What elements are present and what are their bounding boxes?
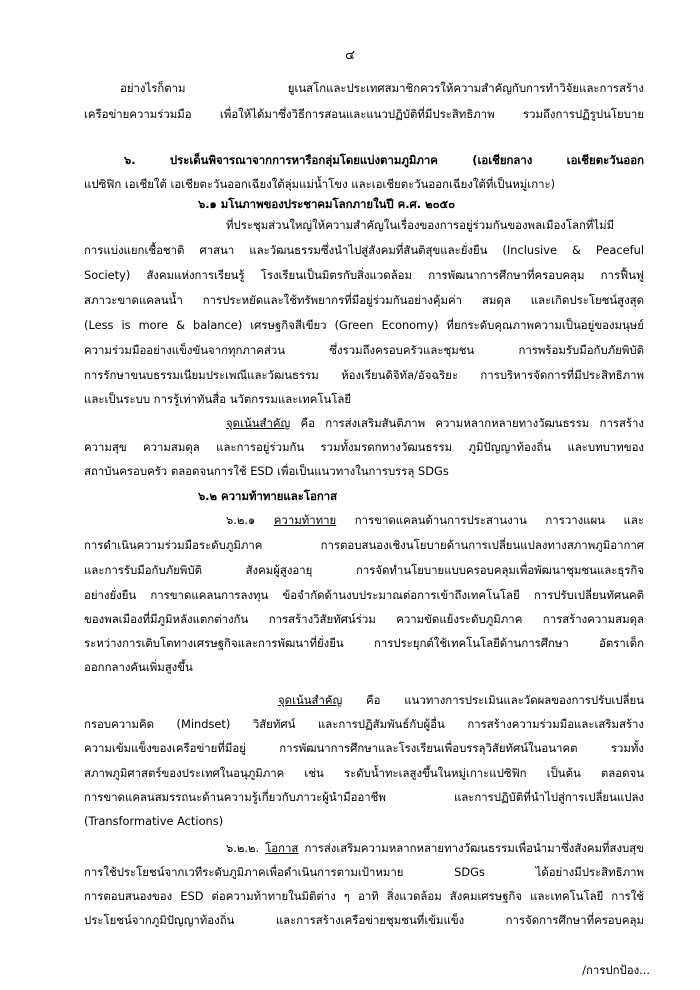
paragraph-line: Society) สังคมแห่งการเรียนรู้ โรงเรียนเป็นมิตรกับสิ่งแวดล้อม การพัฒนาการศึกษาที่ครอบคลุม การฟื้นฟู <box>84 268 644 282</box>
paragraph-line: กรอบความคิด (Mindset) วิสัยทัศน์ และการปฏิสัมพันธ์กับผู้อื่น การสร้างความร่วมมือและเสริมสร้าง <box>84 717 644 731</box>
focus-label: จุดเน้นสำคัญ <box>226 416 291 430</box>
paragraph-line: สถาบันครอบครัว ตลอดจนการใช้ ESD เพื่อเป็นแนวทางในการบรรลุ SDGs <box>84 464 449 478</box>
paragraph-line: อย่างยั่งยืน การขาดแคลนการลงทุน ข้อจำกัดด้านงบประมาณต่อการเข้าถึงเทคโนโลยี การปรับเปลี่ยนทัศนคติ <box>84 588 644 602</box>
challenge-number: ๖.๒.๑ <box>226 513 274 527</box>
opportunity-number: ๖.๒.๒. <box>226 841 266 855</box>
paragraph-line: การขาดแคลนสมรรถนะด้านความรู้เกี่ยวกับภาวะผู้นำมืออาชีพ และการปฏิบัติที่นำไปสู่การเปลี่ยนแปลง <box>84 790 644 804</box>
paragraph-line: (Transformative Actions) <box>84 814 224 828</box>
section-6-1-heading: ๖.๑ มโนภาพของประชาคมโลกภายในปี ค.ศ. ๒๐๕๐ <box>198 197 456 211</box>
paragraph-line: การแบ่งแยกเชื้อชาติ ศาสนา และวัฒนธรรมซึ่งนำไปสู่สังคมที่สันติสุขและยั่งยืน (Inclusive & Peaceful <box>84 243 644 257</box>
paragraph-line: และการรับมือกับภัยพิบัติ สังคมผู้สูงอายุ การจัดทำนโยบายแบบครอบคลุมเพื่อพัฒนาชุมชนและธุรกิจ <box>84 563 644 577</box>
intro-line: เครือข่ายความร่วมมือ เพื่อให้ได้มาซึ่งวิธีการสอนและแนวปฏิบัติที่มีประสิทธิภาพ รวมถึงการปฏิรูปนโยบาย <box>84 107 644 121</box>
paragraph-line: การดำเนินความร่วมมือระดับภูมิภาค การตอบสนองเชิงนโยบายด้านการเปลี่ยนแปลงทางสภาพภูมิอากาศ <box>84 538 644 552</box>
section-6-heading <box>124 152 644 168</box>
continuation-marker: /การปกป้อง... <box>582 963 650 977</box>
paragraph-line: การใช้ประโยชน์จากเวทีระดับภูมิภาคเพื่อดำเนินการตามเป้าหมาย SDGs ได้อย่างมีประสิทธิภาพ <box>84 865 644 879</box>
paragraph-line: ประโยชน์จากภูมิปัญญาท้องถิ่น และการสร้างเครือข่ายชุมชนที่เข้มแข็ง การจัดการศึกษาที่ครอบคลุม <box>84 913 644 927</box>
paragraph-line: ความสุข ความสมดุล และการอยู่ร่วมกัน รวมทั้งมรดกทางวัฒนธรรม ภูมิปัญญาท้องถิ่น และบทบาทของ <box>84 440 644 454</box>
section-6-subtitle: แปซิฟิก เอเชียใต้ เอเชียตะวันออกเฉียงใต้ลุ่มแม่น้ำโขง และเอเชียตะวันออกเฉียงใต้ที่เป็นหมู่เกาะ) <box>84 177 556 191</box>
section-6-2-heading: ๖.๒ ความท้าทายและโอกาส <box>198 489 338 503</box>
paragraph-line: ออกกลางคันเพิ่มสูงขึ้น <box>84 660 193 674</box>
paragraph-line: ระหว่างการเติบโตทางเศรษฐกิจและการพัฒนาที่ยั่งยืน การประยุกต์ใช้เทคโนโลยีด้านการศึกษา อัตราเด็ก <box>84 636 644 650</box>
opportunity-line <box>226 840 644 856</box>
intro-line: อย่างไรก็ตาม ยูเนสโกและประเทศสมาชิกควรให้ความสำคัญกับการทำวิจัยและการสร้าง <box>120 81 644 95</box>
challenge-label: ความท้าทาย <box>273 513 337 527</box>
focus-text: คือ การส่งเสริมสันติภาพ ความหลากหลายทางวัฒนธรรม การสร้าง <box>290 416 644 430</box>
paragraph-line: การตอบสนองของ ESD ต่อความท้าทายในมิติต่าง ๆ อาทิ สิ่งแวดล้อม สังคมเศรษฐกิจ และเทคโนโลยี การใช้ <box>84 889 644 903</box>
focus-text: คือ แนวทางการประเมินและวัดผลของการปรับเปลี่ยน <box>342 693 644 707</box>
page-number: ๔ <box>345 48 355 63</box>
paragraph-line: สภาพภูมิศาสตร์ของประเทศในอนุภูมิภาค เช่น ระดับน้ำทะเลสูงขึ้นในหมู่เกาะแปซิฟิก เป็นต้น ตลอดจน <box>84 766 644 780</box>
focus-line <box>278 692 644 708</box>
paragraph-line: ความเข้มแข็งของเครือข่ายที่มีอยู่ การพัฒนาการศึกษาและโรงเรียนเพื่อบรรลุวิสัยทัศน์ในอนาคต รวมทั้ง <box>84 741 644 755</box>
opportunity-label: โอกาส <box>265 841 299 855</box>
focus-line <box>226 415 644 431</box>
paragraph-line: การรักษาขนบธรรมเนียมประเพณีและวัฒนธรรม ห้องเรียนดิจิทัล/อัจฉริยะ การบริหารจัดการที่มีประสิทธิภาพ <box>84 368 644 382</box>
paragraph-line: และเป็นระบบ การรู้เท่าทันสื่อ นวัตกรรมและเทคโนโลยี <box>84 392 352 406</box>
paragraph-line: ของพลเมืองที่มีภูมิหลังแตกต่างกัน การสร้างวิสัยทัศน์ร่วม ความขัดแย้งระดับภูมิภาค การสร้างความสมดุล <box>84 612 644 626</box>
challenge-text: การขาดแคลนด้านการประสานงาน การวางแผน และ <box>336 513 644 527</box>
opportunity-text: การส่งเสริมความหลากหลายทางวัฒนธรรมเพื่อนำมาซึ่งสังคมที่สงบสุข <box>298 841 644 855</box>
paragraph-line: ที่ประชุมส่วนใหญ่ให้ความสำคัญในเรื่องของการอยู่ร่วมกันของพลเมืองโลกที่ไม่มี <box>226 218 615 232</box>
focus-label: จุดเน้นสำคัญ <box>278 693 343 707</box>
paragraph-line: สภาวะขาดแคลนน้ำ การประหยัดและใช้ทรัพยากรที่มีอยู่ร่วมกันอย่างคุ้มค่า สมดุล และเกิดประโยชน์สูงสุด <box>84 293 644 307</box>
paragraph-line: (Less is more & balance) เศรษฐกิจสีเขียว (Green Economy) ที่ยกระดับคุณภาพความเป็นอยู่ของมนุษย์ <box>84 318 644 332</box>
challenge-line <box>226 512 644 528</box>
paragraph-line: ความร่วมมืออย่างแข็งขันจากทุกภาคส่วน ซึ่งรวมถึงครอบครัวและชุมชน การพร้อมรับมือกับภัยพิบัติ <box>84 343 644 357</box>
section-6-title: ๖. ประเด็นพิจารณาจากการหารือกลุ่มโดยแบ่งตามภูมิภาค (เอเชียกลาง เอเชียตะวันออก <box>124 153 644 167</box>
